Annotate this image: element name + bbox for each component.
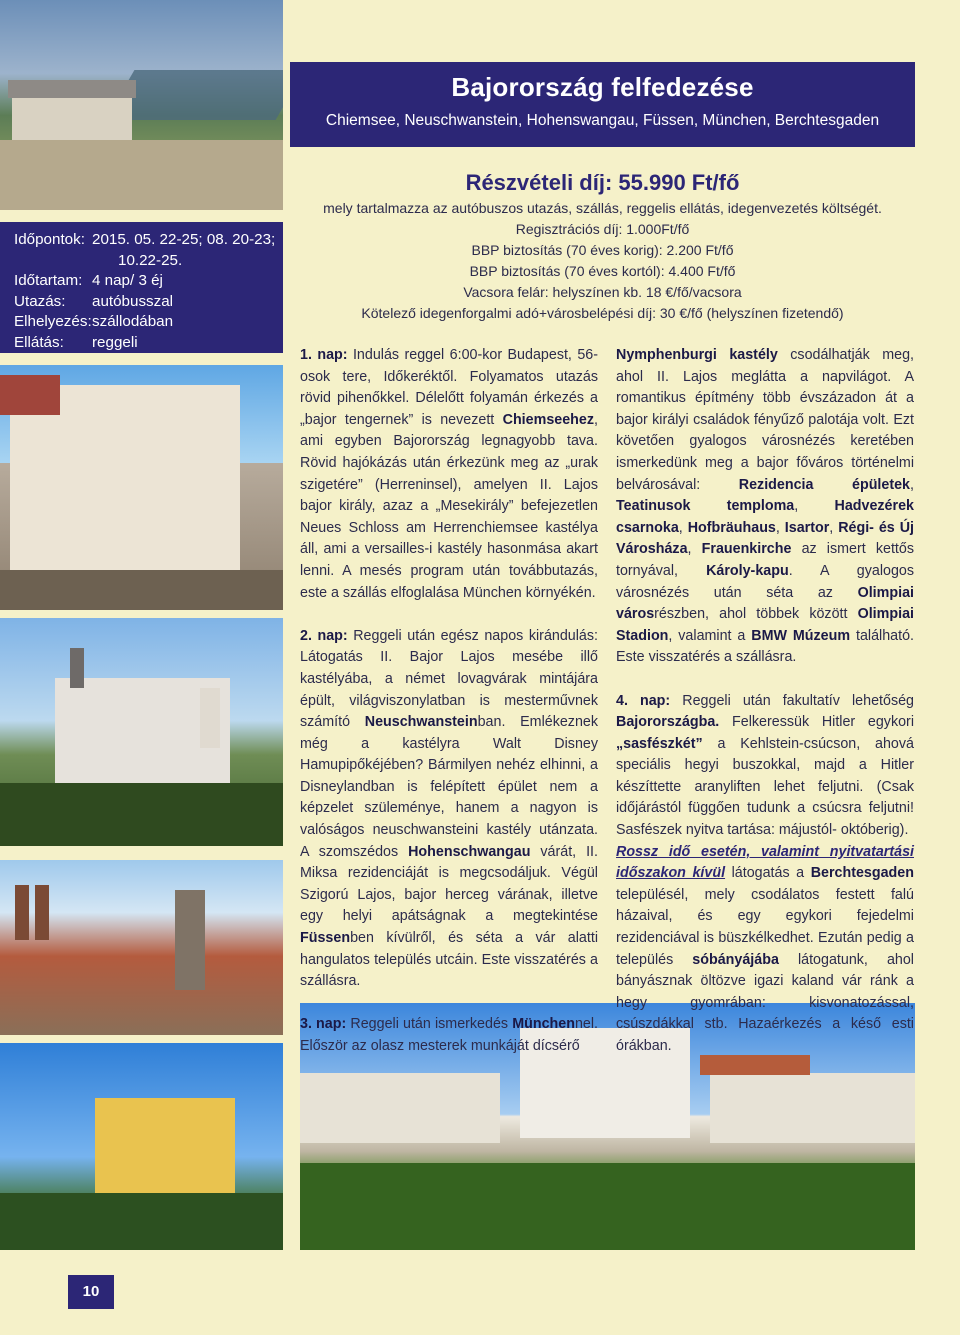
bad-weather-note: Rossz idő esetén, valamint nyitvatartási időszakon kívül	[616, 843, 914, 882]
day3-paragraph-start: 3. nap: Reggeli után ismerkedés Münchennel. Először az olasz mesterek munkáját dícsérő	[300, 1016, 599, 1054]
day1-paragraph: 1. nap: Indulás reggel 6:00-kor Budapest, 56-osok tere, Időkeréktől. Folyamatos utazás rövid pihenőkkel. Délelőtt folyamán érkezés a „bajor tengernek” is nevezett Chiemseehez, ami egyben Bajorország legnagyobb tava. Rövid hajókázás után érkezünk meg az „urak szigetére” (Herreninsel), amelyen II. Lajos bajor király, azaz a „Mesekirály” befejezetlen Neues Schloss am Herrenchiemsee kastélya áll, ami a versailles-i kastély hasonmása akart lenni. A mesés program után továbbutazás, este a szállás elfoglalása München környékén.	[300, 347, 598, 601]
info-row-duration: Időtartam: 4 nap/ 3 éj	[14, 272, 163, 289]
insurance-under-70: BBP biztosítás (70 éves korig): 2.200 Ft/fő	[471, 242, 734, 258]
title-banner	[290, 62, 915, 147]
photo-hohenschwangau	[0, 1043, 283, 1250]
price-section	[290, 170, 915, 324]
page-subtitle: Chiemsee, Neuschwanstein, Hohenswangau, Füssen, München, Berchtesgaden	[325, 112, 880, 129]
photo-munich-street	[0, 365, 283, 610]
day4-paragraph: 4. nap: Reggeli után fakultatív lehetőség Bajorországba. Felkeressük Hitler egykori „sasfészkét” a Kehlstein-csúcson, ahová speciális hegyi buszokkal, majd a Hitler készíttette aranyliften lehet feljutni. (Csak időjárástól függően tudunk a csúcsra feljutni! Sasfészek nyitva tartása: májustól- októberig). Rossz idő esetén, valamint nyitvatartási időszakon kívül látogatás a Berchtesgaden településél, mely csodálatos festett falú házaival, és egy egykori fejedelmi rezidenciával is büszkélkedhet. Ezután pedig a település sóbányájába látogatunk, ahol bányásznak öltözve igazi kaland vár ránk a hegy gyomrában: kisvonatozással, csúszdákkal stb. Hazaérkezés a késő esti órákban.	[616, 692, 915, 1054]
price-includes: mely tartalmazza az autóbuszos utazás, szállás, reggelis ellátás, idegenvezetés költségét.	[323, 200, 882, 216]
insurance-over-70: BBP biztosítás (70 éves kortól): 4.400 Ft/fő	[469, 263, 736, 279]
text-column-right	[616, 345, 914, 1058]
registration-fee: Regisztrációs díj: 1.000Ft/fő	[515, 221, 690, 237]
text-column-left	[300, 345, 598, 1058]
trip-info-box	[0, 222, 283, 353]
info-row-travel: Utazás: autóbusszal	[14, 292, 174, 310]
page-title: Bajorország felfedezése	[451, 72, 754, 102]
tourist-tax: Kötelező idegenforgalmi adó+városbelépési díj: 30 €/fő (helyszínen fizetendő)	[361, 305, 844, 321]
day2-paragraph: 2. nap: Reggeli után egész napos kirándulás: Látogatás II. Bajor Lajos mesébe illő kastélyába, a német lovagvárak mintájára épült, világviszonylatban is mesterművnek számító Neuschwansteinban. Emlékeznek még a kastélyra Walt Disney Hamupipőkéjében? Bármilyen nehéz elhinni, a Disneylandban is felépített épület nem a képzelet szüleménye, hanem a nagyon is valóságos neuschwansteini kastély utánzata. A szomszédos Hohenschwangau várát, II. Miksa rezidenciáját is megcsodáljuk. Végül Szigorú Lajos, bajor herceg várának, illetve egy helyi apátságnak a megtekintése Füssenben kívülről, és séta a vár alatti hangulatos település utcáin. Este visszatérés a szállásra.	[300, 627, 599, 990]
price-title: Részvételi díj: 55.990 Ft/fő	[465, 170, 740, 195]
info-row-dates: Időpontok: 2015. 05. 22-25; 08. 20-23; 10.22-25.	[14, 231, 276, 269]
page-number: 10	[68, 1275, 114, 1309]
info-row-board: Ellátás: reggeli	[14, 333, 138, 351]
dinner-supplement: Vacsora felár: helyszínen kb. 18 €/fő/vacsora	[463, 284, 742, 300]
photo-munich-panorama	[0, 860, 283, 1035]
photo-neuschwanstein	[0, 618, 283, 846]
day3-paragraph-cont: Nymphenburgi kastély csodálhatják meg, ahol II. Lajos meglátta a napvilágot. A romantikus építmény több évszázadon át a bajor királyi családok fényűző palotája volt. Ezt követően gyalogos városnézés keretében ismerkedünk meg a bajor főváros történelmi belvárosával: Rezidencia épületek, Teatinusok temploma, Hadvezérek csarnoka, Hofbräuhaus, Isartor, Régi- és Új Városháza, Frauenkirche az ismert kettős tornyával, Károly-kapu. A gyalogos városnézés után séta az Olimpiai városrészben, ahol többek között Olimpiai Stadion, valamint a BMW Múzeum található. Este visszatérés a szállásra.	[616, 347, 914, 666]
info-row-accommodation: Elhelyezés: szállodában	[14, 313, 174, 330]
photo-kehlsteinhaus	[0, 0, 283, 210]
